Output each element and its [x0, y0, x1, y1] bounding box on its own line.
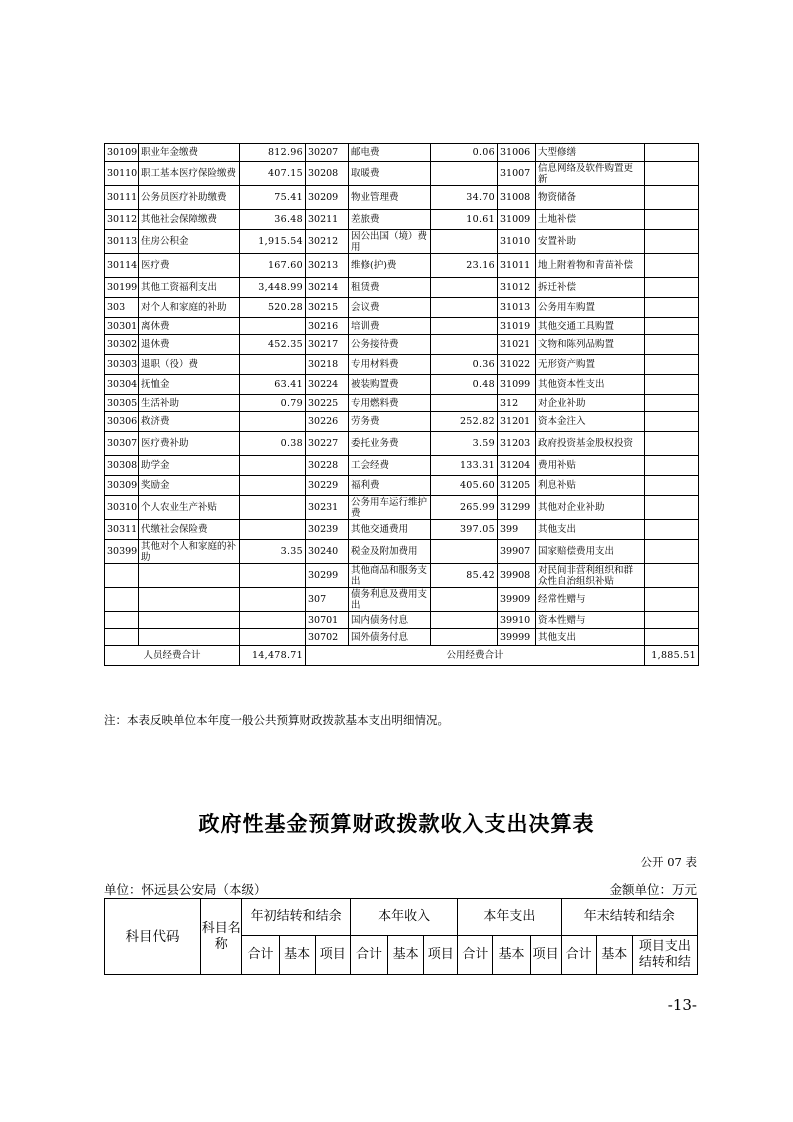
amount — [240, 476, 306, 496]
table-row — [105, 278, 699, 298]
subject-code: 30305 — [105, 395, 139, 412]
subject-code: 30310 — [105, 496, 139, 520]
subject-code: 30114 — [105, 254, 139, 278]
subject-name: 文物和陈列品购置 — [536, 335, 645, 355]
expense-detail-body — [105, 144, 699, 646]
subject-name: 代缴社会保险费 — [139, 520, 240, 540]
subject-name: 政府投资基金股权投资 — [536, 432, 645, 456]
subject-code: 39909 — [498, 588, 536, 612]
totals-row — [105, 646, 699, 666]
subject-code: 30224 — [306, 375, 349, 395]
subject-code: 30225 — [306, 395, 349, 412]
subject-name: 公务员医疗补助缴费 — [139, 186, 240, 210]
amount: 0.06 — [431, 144, 498, 162]
subject-code: 31204 — [498, 456, 536, 476]
subject-code: 30207 — [306, 144, 349, 162]
header-code: 科目代码 — [105, 899, 201, 975]
amount — [645, 412, 699, 432]
table-row — [105, 395, 699, 412]
amount — [240, 588, 306, 612]
amount: 36.48 — [240, 210, 306, 230]
amount — [240, 564, 306, 588]
table-row — [105, 186, 699, 210]
amount: 3.35 — [240, 540, 306, 564]
amount: 265.99 — [431, 496, 498, 520]
amount — [645, 564, 699, 588]
subject-code: 30226 — [306, 412, 349, 432]
subject-code: 30399 — [105, 540, 139, 564]
subject-name: 其他对企业补助 — [536, 496, 645, 520]
subject-name: 对民间非营利组织和群众性自治组织补贴 — [536, 564, 645, 588]
amount — [645, 588, 699, 612]
subject-name: 对企业补助 — [536, 395, 645, 412]
amount — [645, 162, 699, 186]
subject-name: 其他支出 — [536, 629, 645, 646]
subject-code: 30301 — [105, 318, 139, 335]
header-project-carryover: 项目支出结转和结 — [632, 936, 697, 975]
subject-name: 退职（役）费 — [139, 355, 240, 375]
subject-name — [139, 612, 240, 629]
header-total: 合计 — [350, 936, 387, 975]
subject-code: 30311 — [105, 520, 139, 540]
header-basic: 基本 — [388, 936, 424, 975]
amount — [645, 144, 699, 162]
subject-code: 30112 — [105, 210, 139, 230]
amount — [645, 254, 699, 278]
amount — [431, 230, 498, 254]
subject-name: 国内债务付息 — [349, 612, 431, 629]
amount: 34.70 — [431, 186, 498, 210]
header-total: 合计 — [561, 936, 596, 975]
subject-code: 30214 — [306, 278, 349, 298]
subject-code: 30309 — [105, 476, 139, 496]
amount — [645, 230, 699, 254]
amount — [645, 612, 699, 629]
table-row — [105, 476, 699, 496]
subject-name: 其他工资福利支出 — [139, 278, 240, 298]
amount — [645, 186, 699, 210]
table-row — [105, 355, 699, 375]
amount: 452.35 — [240, 335, 306, 355]
subject-name: 救济费 — [139, 412, 240, 432]
table-row — [105, 432, 699, 456]
subject-name: 培训费 — [349, 318, 431, 335]
subject-code: 30304 — [105, 375, 139, 395]
subject-name: 专用燃料费 — [349, 395, 431, 412]
table-note: 注：本表反映单位本年度一般公共预算财政拨款基本支出明细情况。 — [104, 713, 449, 727]
subject-name: 职业年金缴费 — [139, 144, 240, 162]
amount: 0.48 — [431, 375, 498, 395]
amount — [240, 612, 306, 629]
amount — [645, 355, 699, 375]
subject-name: 其他交通费用 — [349, 520, 431, 540]
amount — [431, 629, 498, 646]
amount: 75.41 — [240, 186, 306, 210]
subject-name: 差旅费 — [349, 210, 431, 230]
subject-name: 被装购置费 — [349, 375, 431, 395]
subject-code: 31205 — [498, 476, 536, 496]
subject-name: 维修(护)费 — [349, 254, 431, 278]
table-row — [105, 318, 699, 335]
table-row — [105, 254, 699, 278]
subject-name: 安置补助 — [536, 230, 645, 254]
subject-code: 31007 — [498, 162, 536, 186]
subject-code: 31010 — [498, 230, 536, 254]
header-income: 本年收入 — [350, 899, 457, 936]
amount: 167.60 — [240, 254, 306, 278]
subject-code: 30217 — [306, 335, 349, 355]
subject-code — [105, 588, 139, 612]
subject-name: 会议费 — [349, 298, 431, 318]
amount — [645, 318, 699, 335]
subject-code: 30212 — [306, 230, 349, 254]
subject-name — [139, 588, 240, 612]
subject-name: 专用材料费 — [349, 355, 431, 375]
amount — [431, 540, 498, 564]
amount — [240, 520, 306, 540]
subject-name: 其他社会保障缴费 — [139, 210, 240, 230]
amount — [645, 298, 699, 318]
subject-code: 399 — [498, 520, 536, 540]
amount: 3,448.99 — [240, 278, 306, 298]
amount: 252.82 — [431, 412, 498, 432]
subject-name: 地上附着物和青苗补偿 — [536, 254, 645, 278]
subject-name: 职工基本医疗保险缴费 — [139, 162, 240, 186]
amount: 520.28 — [240, 298, 306, 318]
subject-code: 30208 — [306, 162, 349, 186]
header-basic: 基本 — [596, 936, 632, 975]
subject-name: 因公出国（境）费用 — [349, 230, 431, 254]
subject-name: 邮电费 — [349, 144, 431, 162]
subject-code: 30299 — [306, 564, 349, 588]
subject-name: 住房公积金 — [139, 230, 240, 254]
subject-code: 30209 — [306, 186, 349, 210]
amount: 1,915.54 — [240, 230, 306, 254]
table-row — [105, 210, 699, 230]
subject-name: 奖励金 — [139, 476, 240, 496]
subject-code: 30240 — [306, 540, 349, 564]
subject-name: 其他资本性支出 — [536, 375, 645, 395]
subject-code: 30111 — [105, 186, 139, 210]
subject-code: 30228 — [306, 456, 349, 476]
subject-name: 助学金 — [139, 456, 240, 476]
amount: 407.15 — [240, 162, 306, 186]
public-total-label: 公用经费合计 — [306, 646, 645, 666]
subject-name: 委托业务费 — [349, 432, 431, 456]
subject-code — [105, 564, 139, 588]
table-row — [105, 588, 699, 612]
amount — [431, 278, 498, 298]
subject-name: 经常性赠与 — [536, 588, 645, 612]
amount: 133.31 — [431, 456, 498, 476]
amount: 63.41 — [240, 375, 306, 395]
subject-code: 30231 — [306, 496, 349, 520]
amount — [240, 318, 306, 335]
table-row — [105, 520, 699, 540]
table-row — [105, 496, 699, 520]
subject-code: 31006 — [498, 144, 536, 162]
amount — [431, 395, 498, 412]
header-project: 项目 — [424, 936, 458, 975]
amount — [431, 318, 498, 335]
subject-code: 30307 — [105, 432, 139, 456]
header-basic: 基本 — [279, 936, 315, 975]
subject-name — [139, 629, 240, 646]
amount — [240, 355, 306, 375]
amount: 23.16 — [431, 254, 498, 278]
subject-code: 31203 — [498, 432, 536, 456]
subject-name: 生活补助 — [139, 395, 240, 412]
table-row — [105, 375, 699, 395]
subject-name: 公务接待费 — [349, 335, 431, 355]
amount: 3.59 — [431, 432, 498, 456]
personnel-total-label: 人员经费合计 — [105, 646, 240, 666]
header-expenditure: 本年支出 — [458, 899, 561, 936]
subject-code: 312 — [498, 395, 536, 412]
subject-code: 31021 — [498, 335, 536, 355]
subject-name: 其他交通工具购置 — [536, 318, 645, 335]
subject-name: 抚恤金 — [139, 375, 240, 395]
subject-name: 物业管理费 — [349, 186, 431, 210]
subject-code: 31008 — [498, 186, 536, 210]
subject-name: 退休费 — [139, 335, 240, 355]
subject-name: 利息补贴 — [536, 476, 645, 496]
reporting-unit: 单位：怀远县公安局（本级） — [104, 882, 267, 897]
subject-code: 30218 — [306, 355, 349, 375]
table-row — [105, 298, 699, 318]
subject-code: 30702 — [306, 629, 349, 646]
amount — [645, 520, 699, 540]
amount — [645, 456, 699, 476]
subject-code: 30213 — [306, 254, 349, 278]
subject-code: 30229 — [306, 476, 349, 496]
subject-code: 30701 — [306, 612, 349, 629]
amount — [645, 210, 699, 230]
subject-code: 31009 — [498, 210, 536, 230]
subject-code: 30239 — [306, 520, 349, 540]
subject-name: 国家赔偿费用支出 — [536, 540, 645, 564]
header-total: 合计 — [458, 936, 493, 975]
amount — [645, 278, 699, 298]
table-row — [105, 144, 699, 162]
subject-code: 31099 — [498, 375, 536, 395]
subject-code: 39999 — [498, 629, 536, 646]
amount — [645, 335, 699, 355]
subject-code: 30302 — [105, 335, 139, 355]
amount — [431, 162, 498, 186]
table-row — [105, 629, 699, 646]
table-row — [105, 540, 699, 564]
table-row — [105, 456, 699, 476]
subject-name: 资本金注入 — [536, 412, 645, 432]
amount — [431, 335, 498, 355]
subject-code: 39908 — [498, 564, 536, 588]
subject-name: 医疗费补助 — [139, 432, 240, 456]
subject-code: 30216 — [306, 318, 349, 335]
page-number: -13- — [667, 996, 697, 1014]
amount — [431, 588, 498, 612]
subject-code: 30113 — [105, 230, 139, 254]
subject-name: 对个人和家庭的补助 — [139, 298, 240, 318]
section-title: 政府性基金预算财政拨款收入支出决算表 — [198, 811, 595, 836]
subject-name: 无形资产购置 — [536, 355, 645, 375]
subject-code: 39907 — [498, 540, 536, 564]
amount — [645, 432, 699, 456]
amount: 10.61 — [431, 210, 498, 230]
subject-code: 303 — [105, 298, 139, 318]
header-basic: 基本 — [493, 936, 530, 975]
header-closing-balance: 年末结转和结余 — [561, 899, 697, 936]
subject-code: 31019 — [498, 318, 536, 335]
subject-name: 拆迁补偿 — [536, 278, 645, 298]
subject-code: 30211 — [306, 210, 349, 230]
amount — [645, 375, 699, 395]
amount: 812.96 — [240, 144, 306, 162]
subject-name: 其他支出 — [536, 520, 645, 540]
header-total: 合计 — [242, 936, 279, 975]
amount: 0.36 — [431, 355, 498, 375]
subject-code: 30199 — [105, 278, 139, 298]
amount — [645, 395, 699, 412]
subject-name: 信息网络及软件购置更新 — [536, 162, 645, 186]
subject-name: 福利费 — [349, 476, 431, 496]
subject-name: 债务利息及费用支出 — [349, 588, 431, 612]
subject-code: 30215 — [306, 298, 349, 318]
subject-code: 31201 — [498, 412, 536, 432]
form-number: 公开 07 表 — [640, 855, 697, 869]
subject-name: 公务用车购置 — [536, 298, 645, 318]
subject-name: 工会经费 — [349, 456, 431, 476]
table-row — [105, 230, 699, 254]
table-row — [105, 162, 699, 186]
fund-budget-table — [104, 898, 698, 975]
subject-code: 30227 — [306, 432, 349, 456]
subject-name: 其他对个人和家庭的补助 — [139, 540, 240, 564]
subject-code: 31299 — [498, 496, 536, 520]
subject-name: 租赁费 — [349, 278, 431, 298]
table-row — [105, 564, 699, 588]
table-row — [105, 612, 699, 629]
amount — [645, 540, 699, 564]
amount: 0.79 — [240, 395, 306, 412]
subject-code: 30110 — [105, 162, 139, 186]
amount: 397.05 — [431, 520, 498, 540]
expense-detail-table — [104, 143, 699, 666]
header-project: 项目 — [315, 936, 350, 975]
amount — [240, 629, 306, 646]
subject-name: 物资储备 — [536, 186, 645, 210]
subject-name: 公务用车运行维护费 — [349, 496, 431, 520]
subject-name: 医疗费 — [139, 254, 240, 278]
currency-unit: 金额单位：万元 — [609, 882, 697, 897]
amount: 0.38 — [240, 432, 306, 456]
subject-name: 其他商品和服务支出 — [349, 564, 431, 588]
amount — [645, 629, 699, 646]
subject-code: 31011 — [498, 254, 536, 278]
amount — [645, 496, 699, 520]
public-total-value: 1,885.51 — [645, 646, 699, 666]
subject-code: 39910 — [498, 612, 536, 629]
subject-code — [105, 629, 139, 646]
subject-code: 31022 — [498, 355, 536, 375]
subject-code: 30109 — [105, 144, 139, 162]
amount — [431, 612, 498, 629]
subject-code: 30303 — [105, 355, 139, 375]
header-opening-balance: 年初结转和结余 — [242, 899, 350, 936]
subject-code: 30308 — [105, 456, 139, 476]
subject-name: 离休费 — [139, 318, 240, 335]
header-name: 科目名称 — [201, 899, 242, 975]
subject-code: 30306 — [105, 412, 139, 432]
amount — [431, 298, 498, 318]
subject-code: 31013 — [498, 298, 536, 318]
amount — [240, 412, 306, 432]
header-row-1 — [105, 899, 698, 936]
amount — [645, 476, 699, 496]
subject-code — [105, 612, 139, 629]
personnel-total-value: 14,478.71 — [240, 646, 306, 666]
subject-name — [139, 564, 240, 588]
header-project: 项目 — [530, 936, 561, 975]
amount: 85.42 — [431, 564, 498, 588]
amount — [240, 456, 306, 476]
subject-name: 国外债务付息 — [349, 629, 431, 646]
amount: 405.60 — [431, 476, 498, 496]
subject-code: 31012 — [498, 278, 536, 298]
amount — [240, 496, 306, 520]
table-row — [105, 412, 699, 432]
subject-code: 307 — [306, 588, 349, 612]
subject-name: 费用补贴 — [536, 456, 645, 476]
subject-name: 取暖费 — [349, 162, 431, 186]
subject-name: 劳务费 — [349, 412, 431, 432]
subject-name: 土地补偿 — [536, 210, 645, 230]
subject-name: 税金及附加费用 — [349, 540, 431, 564]
table-row — [105, 335, 699, 355]
subject-name: 资本性赠与 — [536, 612, 645, 629]
subject-name: 个人农业生产补贴 — [139, 496, 240, 520]
subject-name: 大型修缮 — [536, 144, 645, 162]
